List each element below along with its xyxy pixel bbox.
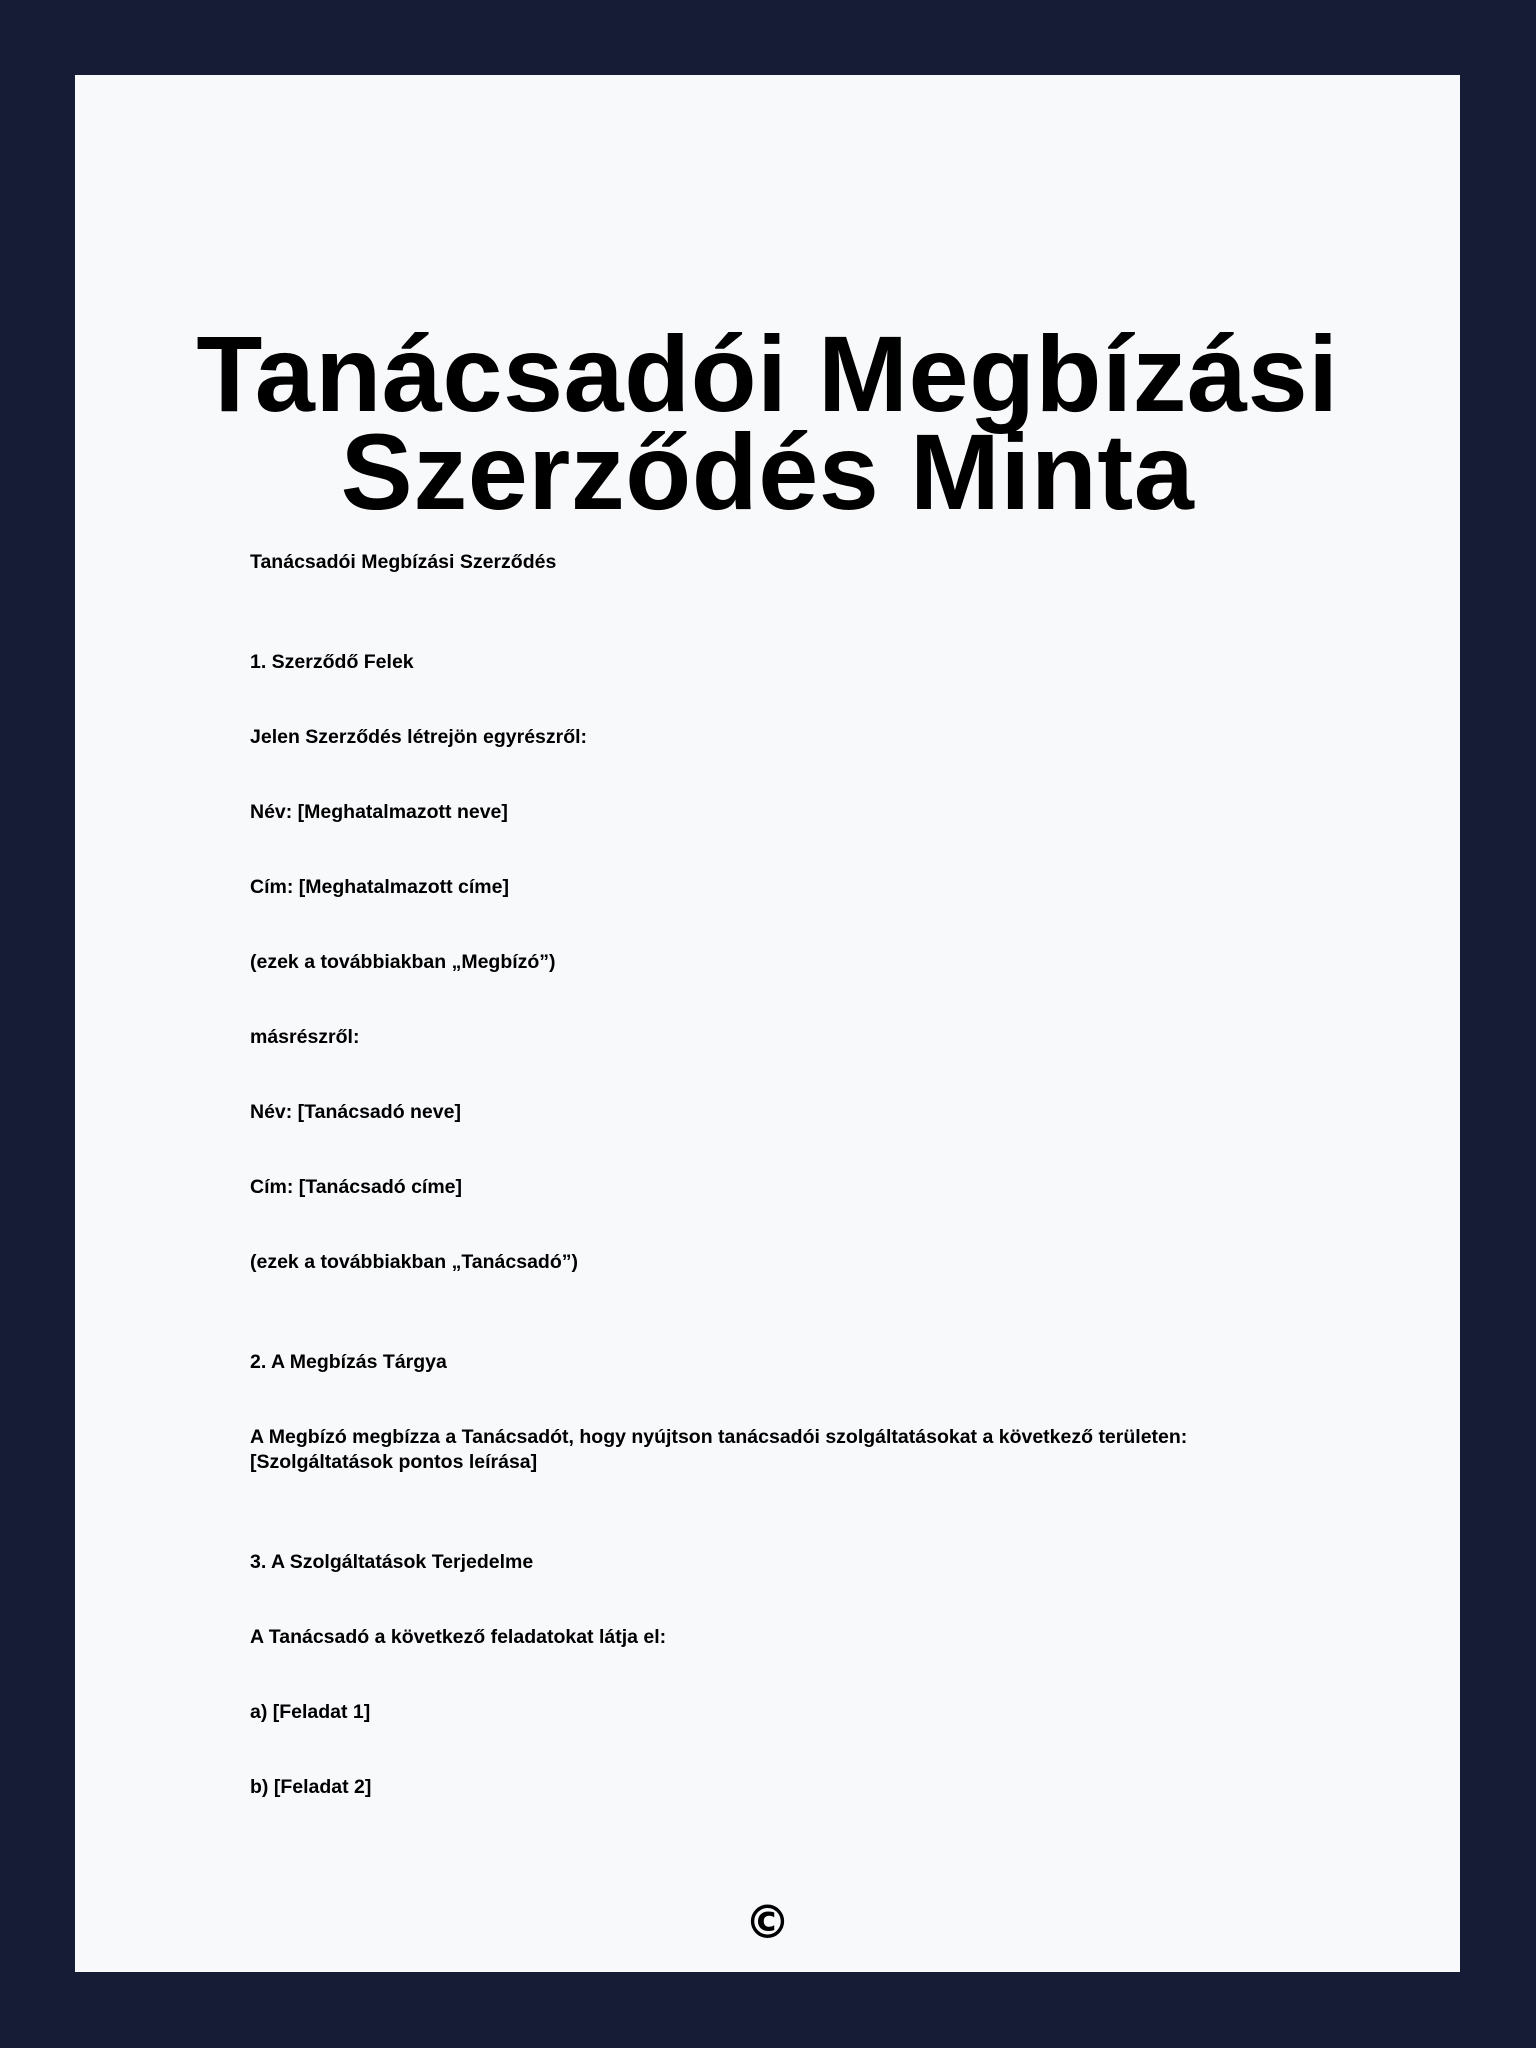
document-heading: Tanácsadói Megbízási Szerződés	[250, 551, 557, 573]
copyright-icon: ©	[744, 1895, 791, 1949]
paragraph: másrészről:	[250, 1026, 360, 1048]
list-item: b) [Feladat 2]	[250, 1776, 372, 1798]
paragraph: A Megbízó megbízza a Tanácsadót, hogy nyújtson tanácsadói szolgáltatásokat a következő területen: [Szolgáltatások pontos leírása]	[250, 1426, 1188, 1473]
paragraph: Név: [Tanácsadó neve]	[250, 1101, 461, 1123]
section-heading-scope: 3. A Szolgáltatások Terjedelme	[250, 1551, 534, 1573]
document-page	[75, 75, 1460, 1972]
title-line-2: Szerződés Minta	[340, 411, 1195, 532]
paragraph: A Tanácsadó a következő feladatokat látja el:	[250, 1626, 667, 1648]
paragraph: Cím: [Tanácsadó címe]	[250, 1176, 463, 1198]
document-title	[75, 313, 1460, 532]
paragraph: Név: [Meghatalmazott neve]	[250, 801, 508, 823]
title-line-1: Tanácsadói Megbízási	[196, 313, 1339, 434]
paragraph: (ezek a továbbiakban „Tanácsadó”)	[250, 1251, 578, 1273]
section-heading-parties: 1. Szerződő Felek	[250, 651, 414, 673]
list-item: a) [Feladat 1]	[250, 1701, 371, 1723]
section-heading-subject: 2. A Megbízás Tárgya	[250, 1351, 447, 1373]
paragraph: Cím: [Meghatalmazott címe]	[250, 876, 509, 898]
paragraph: Jelen Szerződés létrejön egyrészről:	[250, 726, 588, 748]
paragraph: (ezek a továbbiakban „Megbízó”)	[250, 951, 556, 973]
